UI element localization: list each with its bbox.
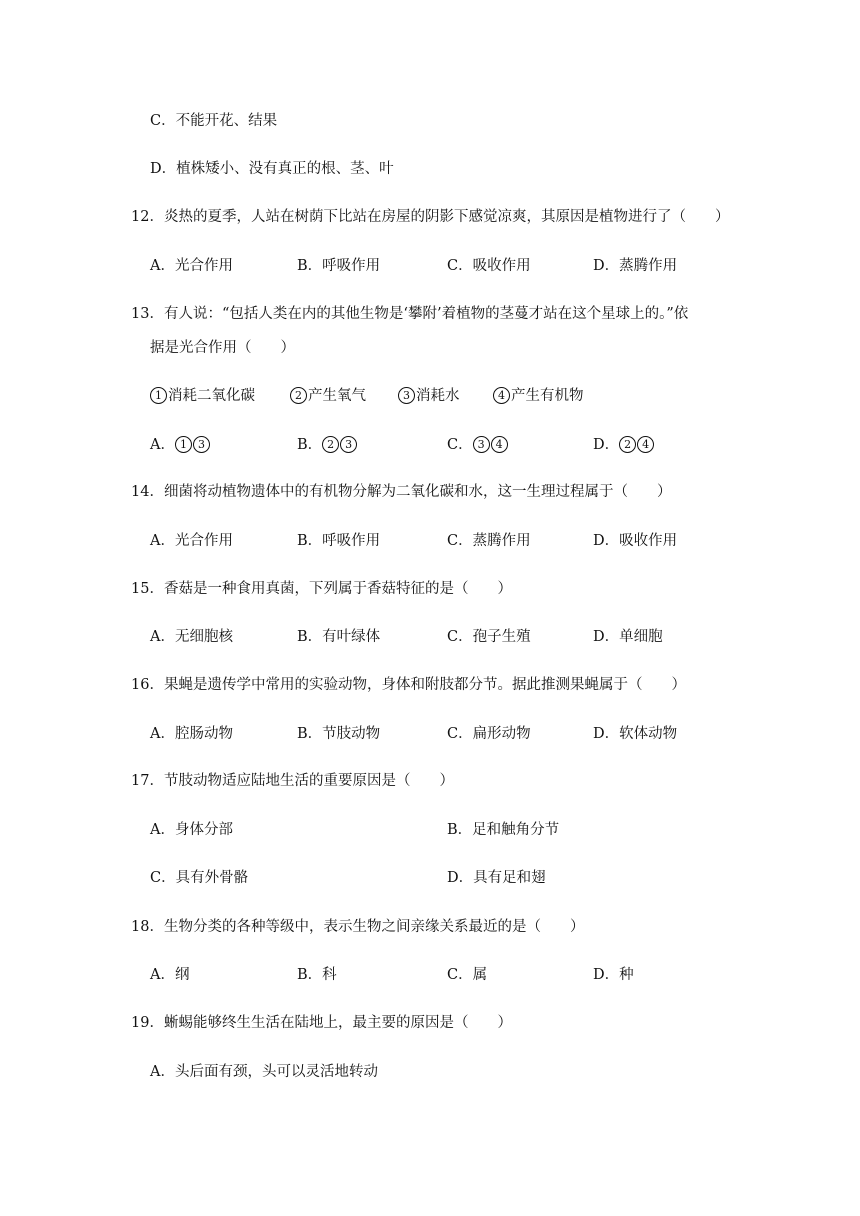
q12-option-a: A．光合作用	[150, 258, 233, 274]
q13-item-3: 3 消耗水	[398, 386, 460, 406]
q12-stem: 12．炎热的夏季，人站在树荫下比站在房屋的阴影下感觉凉爽，其原因是植物进行了（ ）	[131, 209, 730, 225]
circled-number-1: 1	[150, 387, 167, 404]
q15-stem: 15．香菇是一种食用真菌，下列属于香菇特征的是（ ）	[131, 581, 512, 597]
q14-option-a: A．光合作用	[150, 533, 233, 549]
q19-stem: 19．蜥蜴能够终生生活在陆地上，最主要的原因是（ ）	[131, 1015, 512, 1031]
q13-item-2: 2 产生氧气	[290, 386, 366, 406]
q14-option-d: D．吸收作用	[593, 533, 678, 549]
q13-stem-line2: 据是光合作用（ ）	[150, 340, 295, 356]
q15-option-d: D．单细胞	[593, 629, 663, 645]
q17-option-d: D．具有足和翅	[447, 870, 546, 886]
q15-option-b: B．有叶绿体	[297, 629, 381, 645]
q16-stem: 16．果蝇是遗传学中常用的实验动物，身体和附肢都分节。据此推测果蝇属于（ ）	[131, 677, 686, 693]
q17-option-b: B．足和触角分节	[447, 822, 560, 838]
q14-option-b: B．呼吸作用	[297, 533, 381, 549]
q11-option-c: C．不能开花、结果	[150, 113, 278, 129]
q12-option-c: C．吸收作用	[447, 258, 531, 274]
q14-stem: 14．细菌将动植物遗体中的有机物分解为二氧化碳和水，这一生理过程属于（ ）	[131, 484, 672, 500]
q18-option-d: D．种	[593, 967, 634, 983]
q13-item-4: 4 产生有机物	[493, 386, 584, 406]
q12-option-b: B．呼吸作用	[297, 258, 381, 274]
q13-option-d: D． 2 4	[593, 435, 655, 455]
q13-stem-line1: 13．有人说：“包括人类在内的其他生物是‘攀附’着植物的茎蔓才站在这个星球上的。”依	[131, 306, 689, 322]
q17-option-c: C．具有外骨骼	[150, 870, 249, 886]
q17-option-a: A．身体分部	[150, 822, 233, 838]
q18-option-a: A．纲	[150, 967, 190, 983]
q13-option-b: B． 2 3	[297, 435, 358, 455]
q16-option-a: A．腔肠动物	[150, 726, 233, 742]
q13-option-a: A． 1 3	[150, 435, 211, 455]
q15-option-c: C．孢子生殖	[447, 629, 531, 645]
q18-stem: 18．生物分类的各种等级中，表示生物之间亲缘关系最近的是（ ）	[131, 919, 585, 935]
circled-number-3: 3	[398, 387, 415, 404]
q18-option-c: C．属	[447, 967, 488, 983]
q19-option-a: A．头后面有颈，头可以灵活地转动	[150, 1064, 378, 1080]
q15-option-a: A．无细胞核	[150, 629, 233, 645]
circled-number-2: 2	[290, 387, 307, 404]
q12-option-d: D．蒸腾作用	[593, 258, 678, 274]
q13-option-c: C． 3 4	[447, 435, 509, 455]
q14-option-c: C．蒸腾作用	[447, 533, 531, 549]
q13-item-1: 1 消耗二氧化碳	[150, 386, 255, 406]
q18-option-b: B．科	[297, 967, 337, 983]
q16-option-b: B．节肢动物	[297, 726, 381, 742]
q17-stem: 17．节肢动物适应陆地生活的重要原因是（ ）	[131, 773, 454, 789]
q11-option-d: D．植株矮小、没有真正的根、茎、叶	[150, 161, 394, 177]
circled-number-4: 4	[493, 387, 510, 404]
q16-option-d: D．软体动物	[593, 726, 678, 742]
q16-option-c: C．扁形动物	[447, 726, 531, 742]
